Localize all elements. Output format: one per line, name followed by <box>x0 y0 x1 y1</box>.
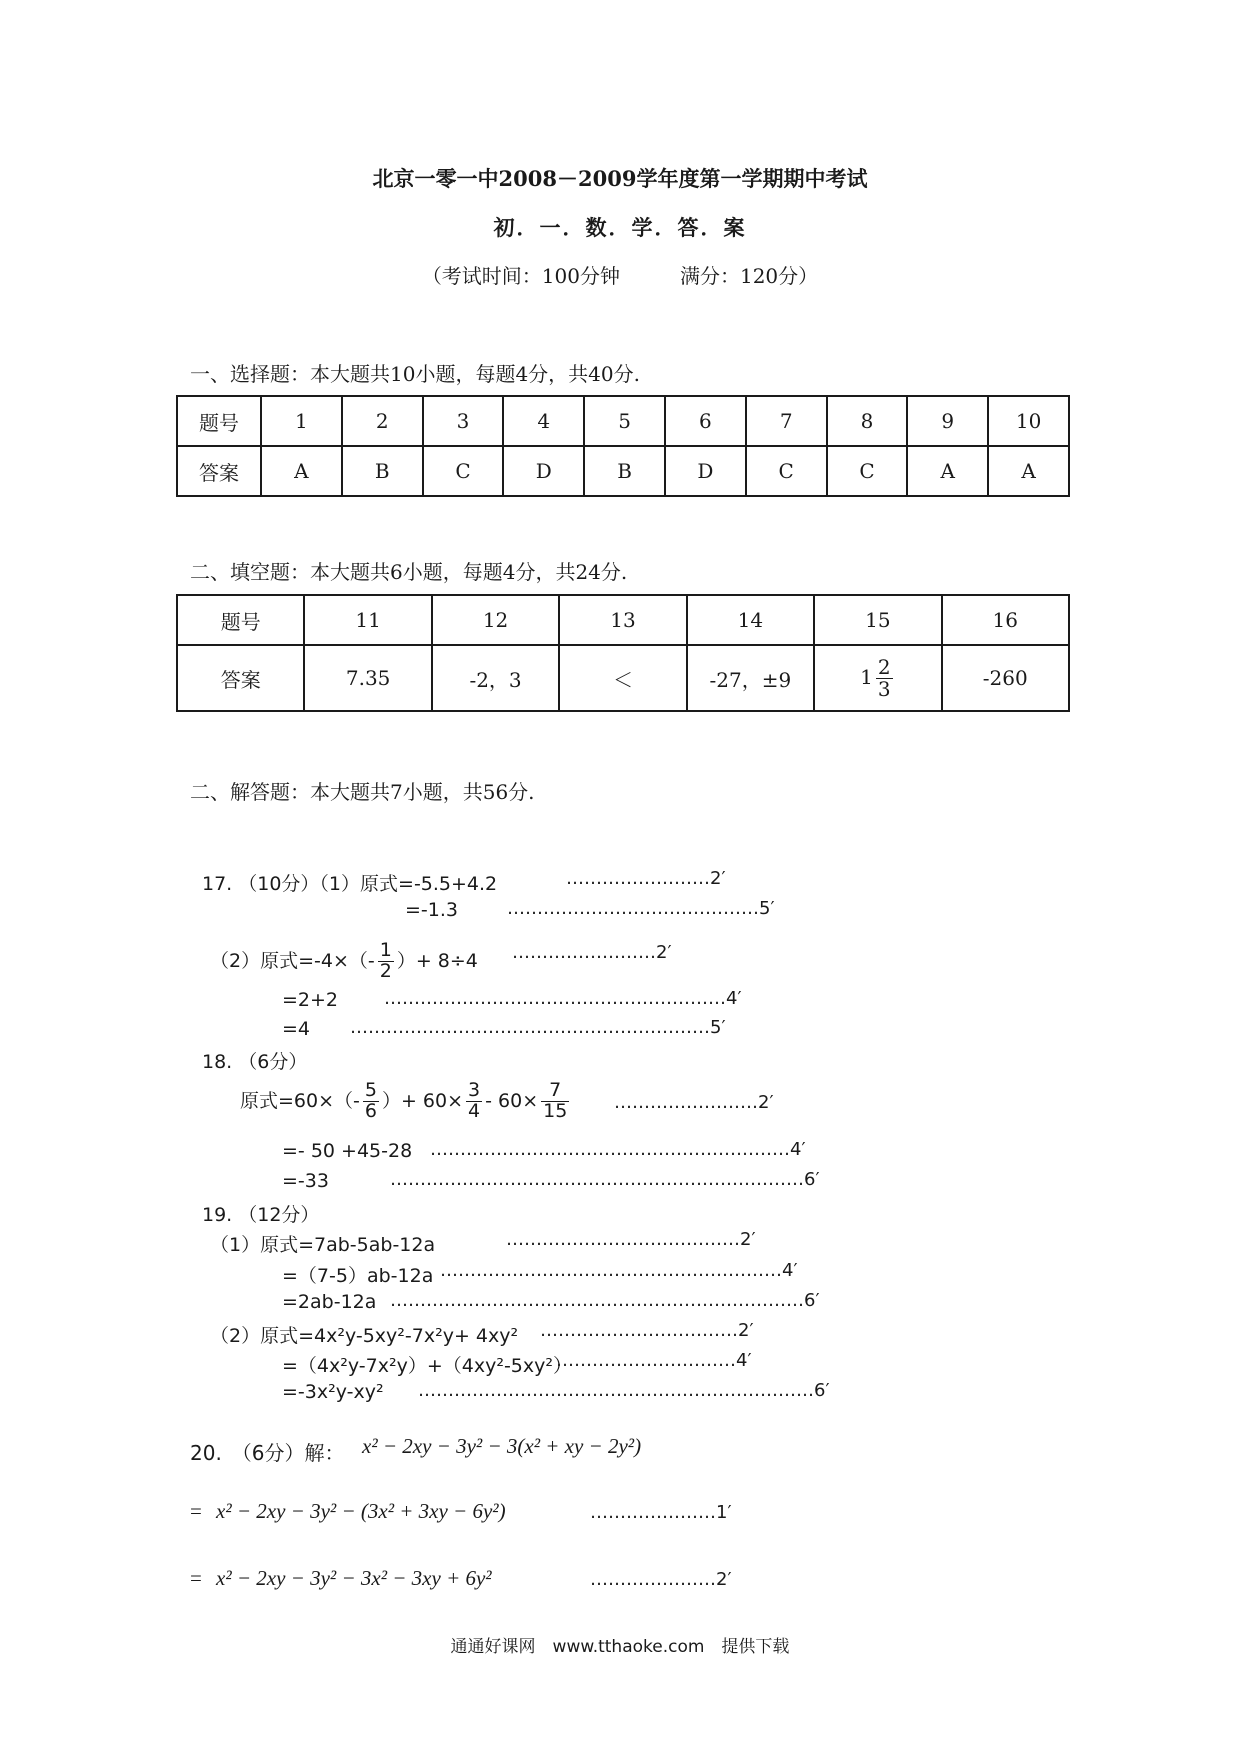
mixed-whole: 1 <box>860 664 873 689</box>
q19-dots-1: …………………………………2′ <box>506 1229 756 1250</box>
answer-cell: -260 <box>942 645 1069 711</box>
q17-dots-3: ……………………2′ <box>512 942 672 963</box>
q19-dots-4: ……………………………2′ <box>540 1320 754 1341</box>
answer-cell: A <box>988 446 1069 496</box>
q19-line-6: =-3x²y-xy² <box>282 1381 384 1403</box>
table-row <box>177 645 1069 711</box>
q19-line-5: =（4x²y-7x²y）+（4xy²-5xy²） <box>282 1355 572 1377</box>
fraction-denominator: 6 <box>364 1099 377 1122</box>
q20-dots-3: …………………2′ <box>590 1569 732 1590</box>
q18-line-3: =-33 <box>282 1170 329 1192</box>
row-label: 题号 <box>177 396 261 446</box>
row-label: 答案 <box>177 446 261 496</box>
fraction-denominator: 15 <box>543 1099 568 1122</box>
q18-line-1-a: 原式=60×（- <box>240 1089 360 1112</box>
question-number: 15 <box>814 595 941 645</box>
fraction-numerator: 5 <box>364 1079 377 1101</box>
question-number: 4 <box>503 396 584 446</box>
fraction <box>363 1081 379 1122</box>
q19-heading: 19. （12分） <box>202 1204 320 1226</box>
answer-cell: ＜ <box>559 645 686 711</box>
answer-cell: A <box>907 446 988 496</box>
q20-expression: x² − 2xy − 3y² − 3x² − 3xy + 6y² <box>216 1566 492 1590</box>
table-row <box>177 446 1069 496</box>
table-row <box>177 595 1069 645</box>
answer-cell: C <box>746 446 827 496</box>
q17-dots-1: ……………………2′ <box>566 868 726 889</box>
q19-dots-2: …………………………………………………4′ <box>440 1260 798 1281</box>
exam-info: （考试时间：100分钟 满分：120分） <box>421 264 819 288</box>
question-number: 10 <box>988 396 1069 446</box>
q18-dots-3: ……………………………………………………………6′ <box>390 1169 820 1190</box>
question-number: 9 <box>907 396 988 446</box>
fraction-numerator: 3 <box>468 1079 481 1101</box>
fraction-denominator: 4 <box>468 1099 481 1122</box>
q18-heading: 18. （6分） <box>202 1051 308 1073</box>
question-number: 5 <box>584 396 665 446</box>
q17-line-3 <box>210 941 478 982</box>
footer-text: 通通好课网 www.tthaoke.com 提供下载 <box>450 1637 790 1657</box>
fraction <box>466 1081 482 1122</box>
q20-line-1-label: 20. （6分）解： <box>190 1441 345 1465</box>
fraction-numerator: 7 <box>541 1081 569 1102</box>
answer-cell: D <box>503 446 584 496</box>
q18-line-1-c: - 60× <box>485 1089 539 1112</box>
q19-dots-3: ……………………………………………………………6′ <box>390 1290 820 1311</box>
question-number: 12 <box>432 595 559 645</box>
q18-dots-2: ……………………………………………………4′ <box>430 1139 806 1160</box>
question-number: 7 <box>746 396 827 446</box>
choice-answer-table <box>176 395 1070 497</box>
q20-line-2-expr <box>216 1499 506 1524</box>
section-1-heading: 一、选择题：本大题共10小题，每题4分，共40分. <box>190 362 640 386</box>
q19-dots-5: …………………………4′ <box>556 1350 752 1371</box>
q19-line-2: =（7-5）ab-12a <box>282 1265 434 1287</box>
q20-line-2-prefix: = <box>190 1499 202 1523</box>
q20-expression: x² − 2xy − 3y² − (3x² + 3xy − 6y²) <box>216 1499 506 1523</box>
q17-line-3-b: ）+ 8÷4 <box>396 949 478 972</box>
table-row <box>177 396 1069 446</box>
answer-cell: A <box>261 446 342 496</box>
q20-line-3-prefix: = <box>190 1566 202 1590</box>
q20-dots-2: …………………1′ <box>590 1502 732 1523</box>
q18-line-2: =- 50 +45-28 <box>282 1140 413 1162</box>
question-number: 11 <box>304 595 431 645</box>
question-number: 13 <box>559 595 686 645</box>
fraction <box>541 1081 569 1122</box>
row-label: 题号 <box>177 595 304 645</box>
q18-line-1 <box>240 1081 572 1122</box>
q19-line-4: （2）原式=4x²y-5xy²-7x²y+ 4xy² <box>210 1325 519 1347</box>
question-number: 8 <box>827 396 908 446</box>
q17-line-3-a: （2）原式=-4×（- <box>210 949 375 972</box>
q19-dots-6: …………………………………………………………6′ <box>418 1380 830 1401</box>
q19-line-3: =2ab-12a <box>282 1291 377 1313</box>
page-title: 北京一零一中2008－2009学年度第一学期期中考试 <box>372 166 868 191</box>
answer-cell-mixed-number <box>814 645 941 711</box>
fraction-numerator: 1 <box>379 939 392 961</box>
answer-cell: C <box>827 446 908 496</box>
question-number: 6 <box>665 396 746 446</box>
section-3-heading: 二、解答题：本大题共7小题，共56分. <box>190 780 535 804</box>
question-number: 1 <box>261 396 342 446</box>
q17-line-5: =4 <box>282 1018 311 1040</box>
q18-dots-1: ……………………2′ <box>614 1092 774 1113</box>
q17-dots-4: …………………………………………………4′ <box>384 988 742 1009</box>
q19-line-1: （1）原式=7ab-5ab-12a <box>210 1234 436 1256</box>
fill-answer-table <box>176 594 1070 712</box>
fraction-denominator: 2 <box>379 959 392 982</box>
page-subtitle: 初．一．数．学．答．案 <box>493 215 747 240</box>
q17-dots-2: ……………………………………5′ <box>507 898 775 919</box>
answer-cell: D <box>665 446 746 496</box>
answer-cell: -27，±9 <box>687 645 814 711</box>
fraction-denominator: 3 <box>877 676 891 701</box>
fraction <box>378 941 394 982</box>
q20-line-1-expr <box>362 1434 641 1459</box>
q18-line-1-b: ）+ 60× <box>381 1089 464 1112</box>
section-2-heading: 二、填空题：本大题共6小题，每题4分，共24分. <box>190 560 628 584</box>
question-number: 2 <box>342 396 423 446</box>
answer-cell: B <box>584 446 665 496</box>
answer-cell: -2，3 <box>432 645 559 711</box>
answer-cell: 7.35 <box>304 645 431 711</box>
answer-cell: B <box>342 446 423 496</box>
fraction <box>876 654 893 701</box>
question-number: 14 <box>687 595 814 645</box>
q17-line-2: =-1.3 <box>405 899 458 921</box>
question-number: 16 <box>942 595 1069 645</box>
fraction-numerator: 2 <box>877 654 891 679</box>
answer-cell: C <box>423 446 504 496</box>
q17-dots-5: ……………………………………………………5′ <box>350 1017 726 1038</box>
q20-line-3-expr <box>216 1566 492 1591</box>
q17-line-1: 17. （10分）（1）原式=-5.5+4.2 <box>202 873 498 895</box>
question-number: 3 <box>423 396 504 446</box>
q17-line-4: =2+2 <box>282 989 339 1011</box>
row-label: 答案 <box>177 645 304 711</box>
q20-expression: x² − 2xy − 3y² − 3(x² + xy − 2y²) <box>362 1434 642 1458</box>
